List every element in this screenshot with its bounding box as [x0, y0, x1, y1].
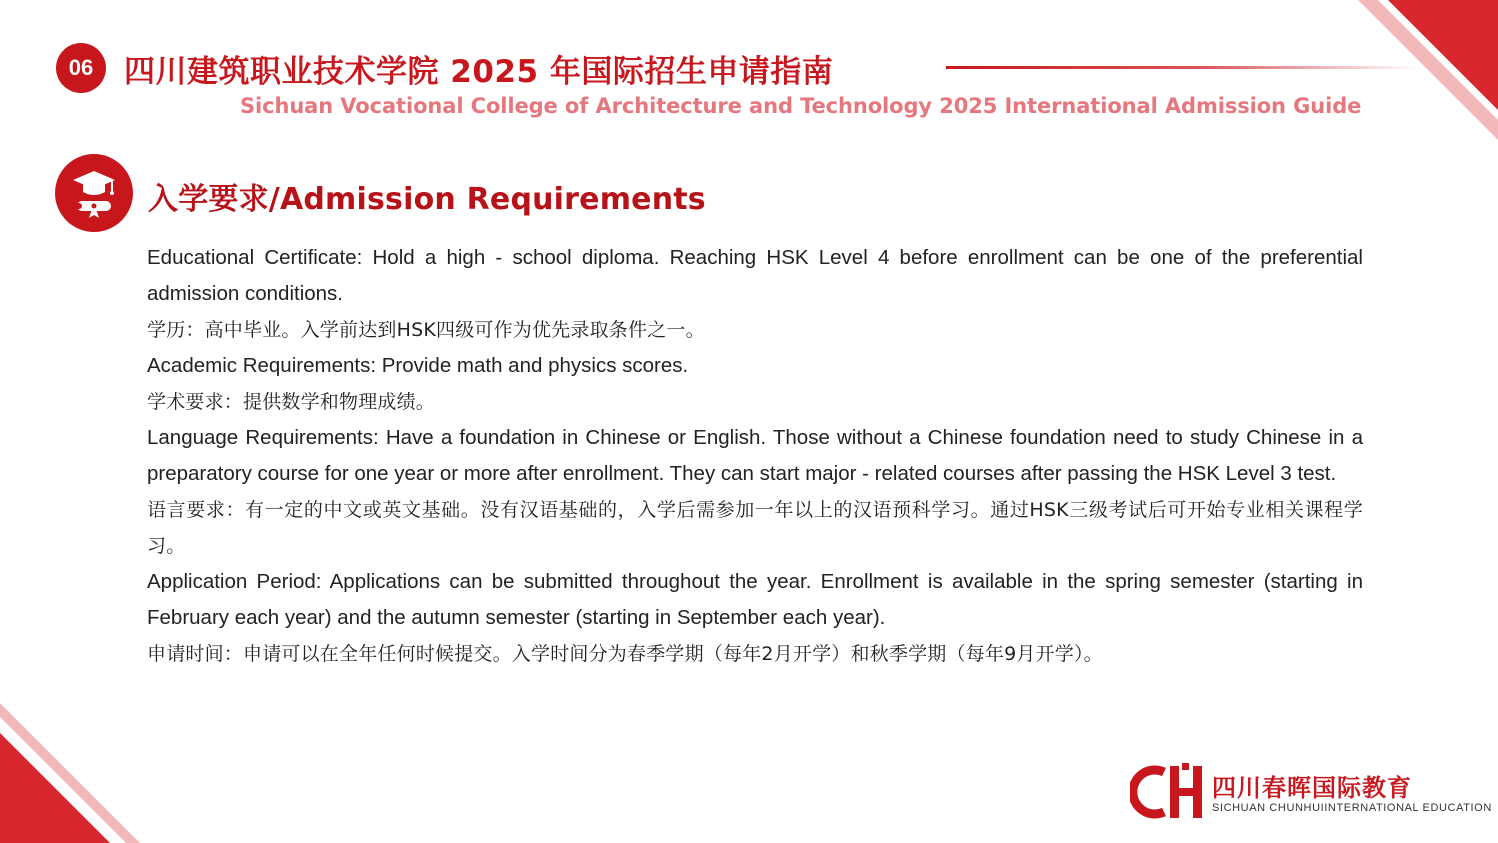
language-requirements-en: Language Requirements: Have a foundation in Chinese or English. Those without a Chinese foundation need to study Chinese in a preparatory course for one year or more after enrollment. They can start major - related courses after passing the HSK Level 3 test. — [147, 426, 1363, 485]
application-period-cn: 申请时间：申请可以在全年任何时候提交。入学时间分为春季学期（每年2月开学）和秋季学期（每年9月开学）。 — [147, 643, 1103, 665]
application-period-en: Application Period: Applications can be submitted throughout the year. Enrollment is available in the spring semester (starting in February each year) and the autumn semester (starting in September each year). — [147, 570, 1363, 629]
title-divider — [946, 66, 1416, 69]
page-title-english: Sichuan Vocational College of Architecture and Technology 2025 International Admission Guide — [240, 94, 1362, 118]
organization-logo — [1130, 762, 1492, 822]
logo-name-english: SICHUAN CHUNHUIINTERNATIONAL EDUCATION — [1212, 802, 1492, 814]
section-number-badge: 06 — [56, 43, 106, 93]
language-requirements-cn: 语言要求：有一定的中文或英文基础。没有汉语基础的，入学后需参加一年以上的汉语预科学习。通过HSK三级考试后可开始专业相关课程学习。 — [147, 499, 1363, 557]
academic-requirements-cn: 学术要求：提供数学和物理成绩。 — [147, 391, 436, 413]
page-title-chinese: 四川建筑职业技术学院 2025 年国际招生申请指南 — [124, 54, 834, 90]
ch-logo-icon — [1130, 762, 1210, 822]
educational-certificate-cn: 学历：高中毕业。入学前达到HSK四级可作为优先录取条件之一。 — [147, 319, 705, 341]
admission-requirements-body — [147, 240, 1363, 672]
graduation-cap-diploma-icon — [55, 154, 133, 232]
top-right-corner-decoration — [1358, 0, 1498, 140]
educational-certificate-en: Educational Certificate: Hold a high - school diploma. Reaching HSK Level 4 before enrollment can be one of the preferential admission conditions. — [147, 246, 1363, 305]
section-heading: 入学要求/Admission Requirements — [148, 182, 706, 217]
academic-requirements-en: Academic Requirements: Provide math and physics scores. — [147, 354, 689, 377]
bottom-left-corner-decoration — [0, 703, 140, 843]
logo-name-chinese: 四川春晖国际教育 — [1212, 774, 1412, 802]
